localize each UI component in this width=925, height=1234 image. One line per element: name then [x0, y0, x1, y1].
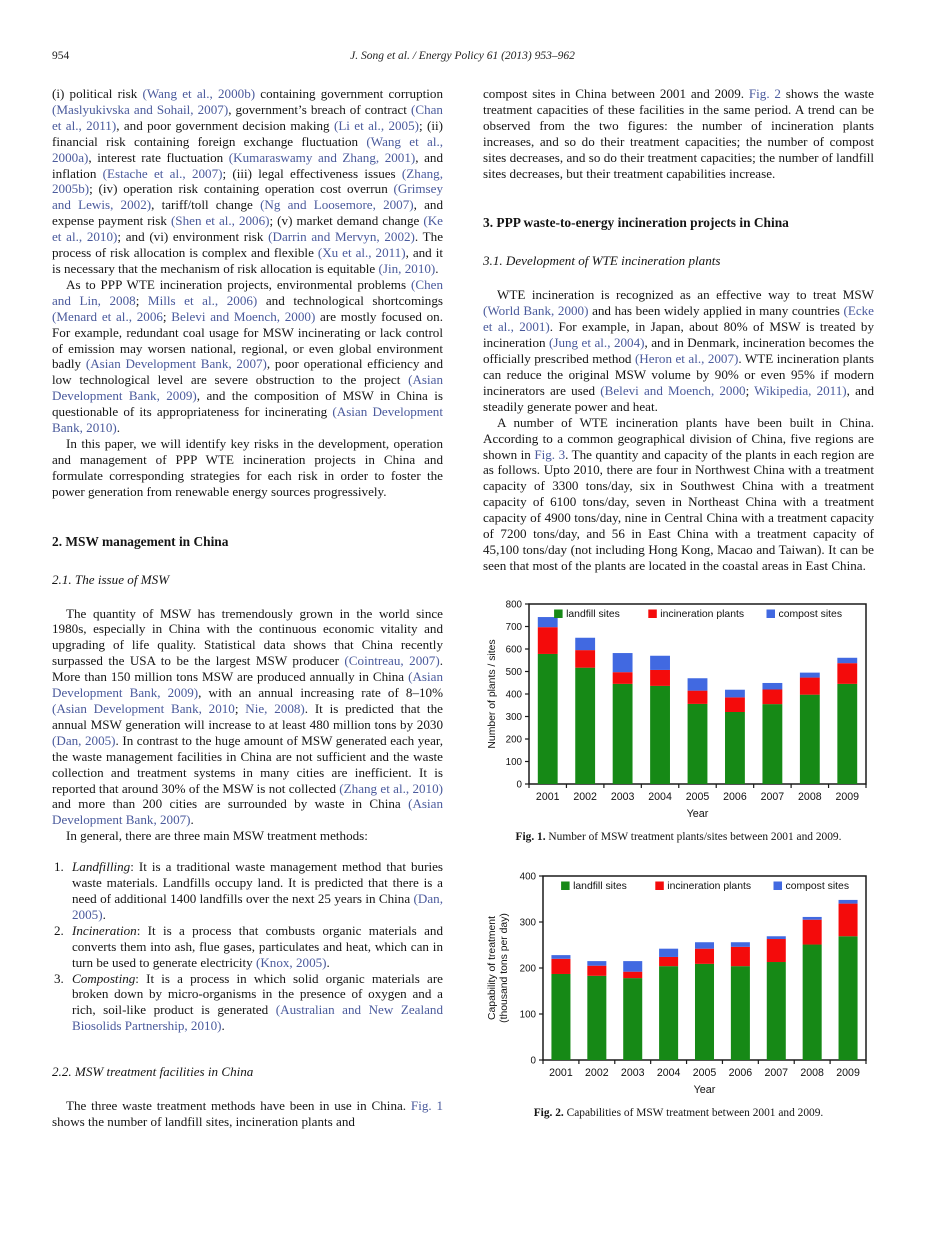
- legend-item: [655, 881, 751, 892]
- y-tick-label: 500: [505, 666, 522, 678]
- bar-segment: [587, 961, 606, 966]
- x-tick-label: 2008: [798, 790, 822, 803]
- subsection-heading: 2.1. The issue of MSW: [52, 571, 170, 587]
- bar-segment: [613, 653, 633, 672]
- fig1-chart: [483, 594, 874, 822]
- numbered-list: [52, 859, 443, 1034]
- bar-segment: [731, 942, 750, 947]
- bar-segment: [837, 663, 857, 684]
- x-tick-label: 2001: [535, 790, 560, 803]
- bar-segment: [731, 947, 750, 966]
- y-tick-label: 200: [505, 734, 522, 746]
- paragraph: In this paper, we will identify key risks in the development, operation and management of PPP WTE incineration projects in China and formulate corresponding strategies for each risk in order to foster the power generation from renewable energy sources progressively.: [52, 435, 443, 499]
- paragraph: WTE incineration is recognized as an effective way to treat MSW (World Bank, 2000) and has been widely applied in many countries (Ecke et al., 2001). For example, in Japan, about 80% of MSW is treated by incineration (Jung et al., 2004), and in Denmark, incineration becomes the officially prescribed method (Heron et al., 2007). WTE incineration plants can reduce the original MSW volume by 90% or even 95% if modern incinerators are used (Belevi and Moench, 2000; Wikipedia, 2011), and steadily generate power and heat.: [483, 287, 875, 414]
- legend-swatch: [655, 881, 664, 890]
- citation-link[interactable]: Belevi and Moench, 2000): [171, 308, 316, 324]
- citation-link[interactable]: Fig. 3: [534, 446, 566, 462]
- citation-link[interactable]: (Zhang et al., 2010): [339, 780, 444, 796]
- citation-link[interactable]: (Asian Development Bank, 2007): [85, 356, 267, 372]
- bar-segment: [623, 971, 642, 977]
- bar-segment: [839, 903, 858, 936]
- bar-segment: [725, 697, 745, 712]
- x-tick-label: 2002: [585, 1066, 609, 1079]
- citation-link[interactable]: (Knox, 2005): [255, 954, 327, 970]
- citation-link[interactable]: (Jin, 2010): [378, 260, 436, 276]
- citation-link[interactable]: (Grimsey and Lewis, 2002): [52, 181, 443, 213]
- citation-link[interactable]: (Belevi and Moench, 2000: [600, 382, 746, 398]
- bar-segment: [837, 684, 857, 784]
- y-tick-label: 0: [530, 1055, 536, 1067]
- citation-link[interactable]: (Asian Development Bank, 2009): [52, 372, 443, 404]
- bar-segment: [803, 917, 822, 920]
- bar-segment: [800, 677, 820, 694]
- citation-link[interactable]: (Wang et al., 2000a): [52, 133, 443, 165]
- bar-segment: [551, 959, 570, 974]
- paragraph: compost sites in China between 2001 and 2009. Fig. 2 shows the waste treatment capacities of these facilities in the same period. A trend can be observed from the two figures: the number of incineration plants increases, and so do their treatment capacities; the number of compost sites decreases, and so do their treatment capacities; the number of landfill sites decreases, but their treatment capabilities increase.: [483, 86, 874, 181]
- paragraph: The three waste treatment methods have been in use in China. Fig. 1 shows the number of landfill sites, incineration plants and: [52, 1098, 444, 1130]
- citation-link[interactable]: (Asian Development Bank, 2010: [52, 701, 235, 716]
- citation-link[interactable]: (Cointreau, 2007): [344, 653, 440, 669]
- paragraph: (i) political risk (Wang et al., 2000b) containing government corruption (Maslyukivska and Sohail, 2007), government’s breach of contract (Chan et al., 2011), and poor government decision making (Li et al., 2005); (ii) financial risk containing foreign exchange fluctuation (Wang et al., 2000a), interest rate fluctuation (Kumaraswamy and Zhang, 2001), and inflation (Estache et al., 2007); (iii) legal effectiveness issues (Zhang, 2005b); (iv) operation risk containing operation cost overrun (Grimsey and Lewis, 2002), tariff/toll change (Ng and Loosemore, 2007), and expense payment risk (Shen et al., 2006); (v) market demand change (Ke et al., 2010); and (vi) environment risk (Darrin and Mervyn, 2002). The process of risk allocation is complex and flexible (Xu et al., 2011), and it is necessary that the mechanism of risk allocation is equitable (Jin, 2010).: [52, 86, 444, 276]
- fig2-caption: Fig. 2. Capabilities of MSW treatment between 2001 and 2009.: [533, 1106, 824, 1119]
- list-item: 2. Incineration: It is a process that combusts organic materials and converts them into ash, flue gases, particulates and heat, which can in turn be used to generate electricity (Knox, 2005).: [54, 922, 443, 970]
- section-heading: 3. PPP waste-to-energy incineration projects in China: [483, 215, 789, 231]
- x-tick-label: 2001: [549, 1066, 573, 1079]
- bar-segment: [762, 689, 782, 704]
- citation-link[interactable]: (Chan et al., 2011): [52, 101, 443, 133]
- fig2-chart: [483, 866, 874, 1098]
- paragraph: In general, there are three main MSW treatment methods:: [66, 828, 368, 844]
- citation-link[interactable]: (Dan, 2005): [72, 890, 443, 922]
- bar-segment: [613, 684, 633, 784]
- list-number: 3.: [54, 970, 64, 986]
- citation-link[interactable]: (Xu et al., 2011): [317, 245, 406, 261]
- citation-link[interactable]: (Ng and Loosemore, 2007): [260, 197, 414, 213]
- bar-segment: [767, 962, 786, 1060]
- bar-segment: [731, 966, 750, 1060]
- legend-swatch: [561, 881, 570, 890]
- list-number: 1.: [54, 859, 64, 875]
- bar-segment: [659, 966, 678, 1060]
- y-tick-label: 400: [505, 689, 522, 701]
- y-tick-label: 300: [505, 711, 522, 723]
- x-tick-label: 2004: [656, 1066, 681, 1079]
- legend-label: compost sites: [778, 608, 843, 620]
- citation-link[interactable]: (Ecke et al., 2001): [483, 303, 874, 335]
- citation-link[interactable]: (Kumaraswamy and Zhang, 2001): [228, 149, 416, 165]
- bar-segment: [587, 976, 606, 1060]
- bar-segment: [575, 667, 595, 783]
- y-tick-label: 400: [519, 871, 536, 883]
- paragraph: A number of WTE incineration plants have been built in China. According to a common geographical division of China, five regions are shown in Fig. 3. The quantity and capacity of the plants in each region are as follows. Upto 2010, there are four in Northwest China with a treatment capacity of 3300 tons/day, six in Southwest China with a treatment capacity of 6100 tons/day, seven in Northeast China with a treatment capacity of 4900 tons/day, nine in Central China with a treatment capacity of 7200 tons/day, and 56 in East China with a treatment capacity of 45,100 tons/day (not including Hong Kong, Macao and Taiwan). It can be seen that most of the plants are located in the coastal areas in East China.: [483, 414, 875, 573]
- left-column: [52, 86, 443, 1130]
- subsection-heading: 2.2. MSW treatment facilities in China: [52, 1064, 254, 1080]
- right-column: [483, 86, 874, 1120]
- bar-segment: [688, 690, 708, 703]
- bar-segment: [767, 939, 786, 962]
- x-axis-label: Year: [686, 807, 709, 820]
- citation-link[interactable]: (Menard et al., 2006: [52, 308, 163, 324]
- bar-segment: [767, 936, 786, 939]
- bar-segment: [551, 974, 570, 1060]
- fig1-caption: Fig. 1. Number of MSW treatment plants/sites between 2001 and 2009.: [515, 830, 842, 843]
- running-head: J. Song et al. / Energy Policy 61 (2013) 953–962: [350, 50, 575, 62]
- citation-link[interactable]: (Asian Development Bank, 2010): [52, 404, 443, 436]
- figure-2: [483, 866, 874, 1120]
- legend-item: [561, 881, 627, 892]
- bar-segment: [613, 672, 633, 684]
- y-axis-label: (thousand tons per day): [499, 912, 510, 1023]
- paragraph: As to PPP WTE incineration projects, environmental problems (Chen and Lin, 2008; Mills et al., 2006) and technological shortcomings (Menard et al., 2006; Belevi and Moench, 2000) are mostly focused on. For example, redundant coal usage for MSW incinerating or lack control of emission may worsen national, regional, or even global environment badly (Asian Development Bank, 2007), poor operational efficiency and low technological level are severe obstruction to the project (Asian Development Bank, 2009), and the composition of MSW in China is questionable of its appropriateness for incinerating (Asian Development Bank, 2010).: [52, 276, 443, 436]
- x-tick-label: 2007: [760, 790, 785, 803]
- y-axis-label: Number of plants / sites: [487, 639, 498, 749]
- citation-link[interactable]: (Shen et al., 2006): [170, 213, 270, 229]
- bar-segment: [800, 694, 820, 783]
- citation-link[interactable]: (Jung et al., 2004): [549, 335, 645, 351]
- bar-segment: [725, 712, 745, 784]
- x-tick-label: 2005: [685, 790, 710, 803]
- subsection-heading: 3.1. Development of WTE incineration plants: [483, 253, 721, 269]
- figure-caption-label: Fig. 1.: [515, 830, 546, 843]
- bar-segment: [623, 978, 642, 1060]
- y-tick-label: 200: [519, 963, 536, 975]
- citation-link[interactable]: (Australian and New Zealand Biosolids Partnership, 2010): [72, 1002, 443, 1034]
- bar-segment: [839, 936, 858, 1060]
- bar-segment: [839, 900, 858, 904]
- citation-link[interactable]: (Estache et al., 2007): [102, 165, 223, 181]
- bar-segment: [803, 944, 822, 1059]
- bar-segment: [695, 964, 714, 1060]
- paragraph: The quantity of MSW has tremendously grown in the world since 1980s, especially in China with the continuous economic vitality and upgrading of life quality. Statistical data shows that China recently surpassed the USA to be the largest MSW producer (Cointreau, 2007). More than 150 million tons MSW are produced annually in China (Asian Development Bank, 2009), with an annual increasing rate of 8–10% (Asian Development Bank, 2010; Nie, 2008). It is predicted that the annual MSW generation will increase to at least 480 million tons by 2030 (Dan, 2005). In contrast to the huge amount of MSW generated each year, the waste management facilities in China are not sufficient and the waste collection and treatment systems in many cities are inefficient. It is reported that around 30% of the MSW is not collected (Zhang et al., 2010) and more than 200 cities are surrounded by waste in China (Asian Development Bank, 2007).: [52, 605, 444, 828]
- x-tick-label: 2009: [835, 790, 860, 803]
- bar-segment: [659, 948, 678, 956]
- bar-segment: [650, 656, 670, 670]
- y-tick-label: 100: [505, 756, 522, 768]
- x-tick-label: 2009: [836, 1066, 860, 1079]
- citation-link[interactable]: (Darrin and Mervyn, 2002): [268, 229, 415, 245]
- legend-label: incineration plants: [667, 880, 752, 892]
- citation-link[interactable]: (Dan, 2005): [52, 732, 116, 748]
- legend-swatch: [554, 609, 563, 618]
- bar-segment: [587, 965, 606, 975]
- bar-segment: [575, 650, 595, 668]
- bar-segment: [800, 672, 820, 677]
- bar-segment: [762, 704, 782, 784]
- list-item: 1. Landfilling: It is a traditional waste management method that buries waste materials. Landfills occupy land. It is predicted that there is a need of additional 1400 landfills over the next 25 years in China (Dan, 2005).: [54, 859, 443, 922]
- section-heading: 2. MSW management in China: [52, 533, 229, 549]
- bar-segment: [538, 654, 558, 784]
- citation-link[interactable]: Nie, 2008): [245, 701, 305, 716]
- bar-segment: [695, 942, 714, 948]
- citation-link[interactable]: (Li et al., 2005): [333, 117, 419, 133]
- x-tick-label: 2006: [723, 790, 747, 803]
- citation-link[interactable]: (Heron et al., 2007): [634, 351, 739, 367]
- y-axis-label: Capability of treatment: [487, 915, 498, 1020]
- legend-item: [554, 609, 620, 620]
- y-tick-label: 800: [505, 599, 522, 611]
- legend-label: compost sites: [785, 880, 850, 892]
- legend-label: landfill sites: [566, 608, 620, 620]
- legend-label: incineration plants: [660, 608, 745, 620]
- bar-segment: [623, 961, 642, 972]
- bar-segment: [688, 704, 708, 784]
- y-tick-label: 0: [516, 779, 522, 791]
- citation-link[interactable]: (Wang et al., 2000b): [142, 86, 256, 101]
- figure-1: [483, 594, 874, 844]
- citation-link[interactable]: Fig. 2: [748, 86, 781, 101]
- y-tick-label: 300: [519, 917, 536, 929]
- bar-segment: [538, 617, 558, 627]
- y-tick-label: 600: [505, 644, 522, 656]
- legend-label: landfill sites: [573, 880, 627, 892]
- legend-swatch: [648, 609, 657, 618]
- list-number: 2.: [54, 922, 64, 938]
- bar-segment: [762, 683, 782, 690]
- x-tick-label: 2002: [573, 790, 597, 803]
- bar-segment: [575, 638, 595, 650]
- citation-link[interactable]: (Chen and Lin, 2008: [52, 276, 443, 308]
- x-tick-label: 2006: [728, 1066, 753, 1079]
- y-tick-label: 100: [519, 1009, 536, 1021]
- bar-segment: [803, 919, 822, 944]
- legend-swatch: [767, 609, 776, 618]
- legend-item: [774, 881, 850, 892]
- bar-segment: [725, 689, 745, 697]
- bar-segment: [659, 957, 678, 966]
- citation-link[interactable]: (Maslyukivska and Sohail, 2007): [52, 101, 229, 117]
- bar-segment: [538, 627, 558, 654]
- citation-link[interactable]: (Asian Development Bank, 2007): [52, 796, 443, 828]
- citation-link[interactable]: (Ke et al., 2010): [52, 213, 443, 245]
- bar-segment: [650, 686, 670, 784]
- x-tick-label: 2005: [692, 1066, 717, 1079]
- y-tick-label: 700: [505, 621, 522, 633]
- x-axis-label: Year: [693, 1083, 716, 1096]
- citation-link[interactable]: (Asian Development Bank, 2009): [52, 669, 443, 701]
- page-number: 954: [52, 50, 70, 62]
- figure-caption-label: Fig. 2.: [533, 1106, 564, 1119]
- x-tick-label: 2003: [610, 790, 635, 803]
- bar-segment: [551, 955, 570, 959]
- legend-swatch: [774, 881, 783, 890]
- list-item: 3. Composting: It is a process in which solid organic materials are broken down by micro-organisms in the presence of oxygen and a rich, soil-like product is generated (Australian and New Zealand Biosolids Partnership, 2010).: [54, 970, 443, 1034]
- legend-item: [648, 609, 744, 620]
- x-tick-label: 2004: [648, 790, 672, 803]
- bar-segment: [837, 658, 857, 663]
- x-tick-label: 2008: [800, 1066, 824, 1079]
- bar-segment: [695, 948, 714, 963]
- citation-link[interactable]: Fig. 1: [410, 1098, 444, 1114]
- x-tick-label: 2007: [764, 1066, 789, 1079]
- citation-link[interactable]: Wikipedia, 2011): [754, 382, 847, 398]
- citation-link[interactable]: (Zhang, 2005b): [52, 165, 444, 197]
- bar-segment: [650, 670, 670, 686]
- citation-link[interactable]: (World Bank, 2000): [483, 303, 589, 319]
- citation-link[interactable]: Mills et al., 2006): [147, 292, 258, 308]
- legend-item: [767, 609, 843, 620]
- x-tick-label: 2003: [620, 1066, 645, 1079]
- bar-segment: [688, 678, 708, 690]
